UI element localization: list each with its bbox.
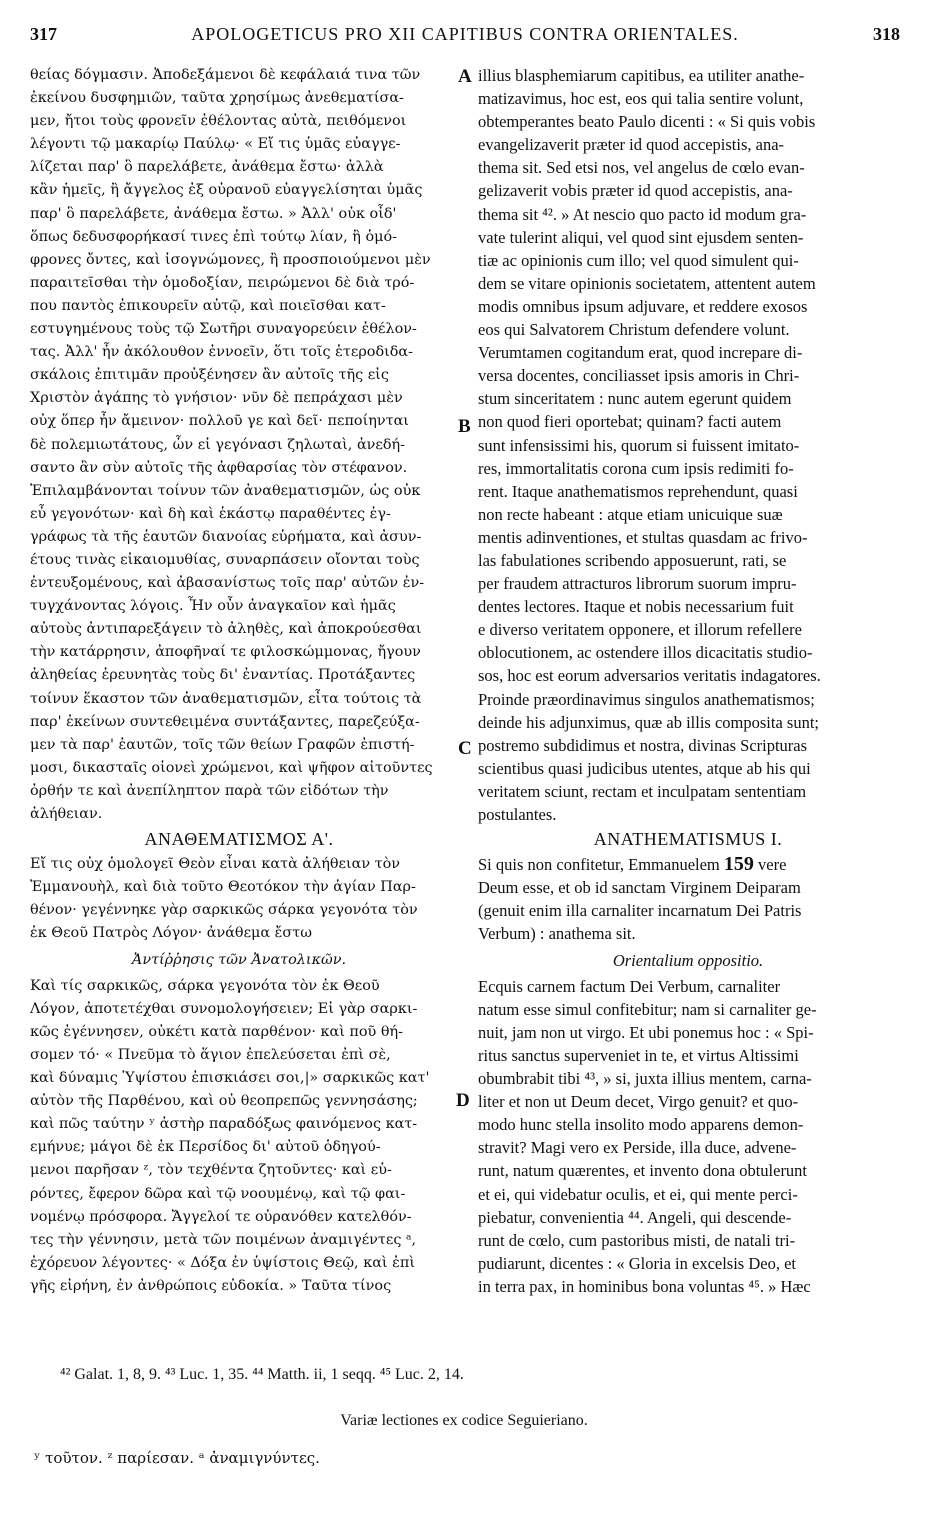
text-line: Καὶ τίς σαρκικῶς, σάρκα γεγονότα τὸν ἐκ Θεοῦ [30,977,380,994]
text-line: Χριστὸν ἀγάπης τὸ γνήσιον· νῦν δὲ πεπράχασι μὲν [30,390,403,407]
text-line: αὐτὸν τῆς Παρθένου, καὶ οὐ θεοπρεπῶς γεννησάσης; [30,1093,418,1110]
text-line: sos, hoc est eorum adversarios veritatis indagatores. [478,666,821,686]
text-line: liter et non ut Deum decet, Virgo genuit? et quo- [478,1092,799,1112]
margin-marker-a: A [458,66,472,87]
text-line: τυγχάνοντας λόγοις. Ἦν οὖν ἀναγκαῖον καὶ ἡμᾶς [30,598,396,615]
latin-intro [478,64,898,826]
text-line: thema sit ⁴². » At nescio quo pacto id modum gra- [478,204,807,224]
text-line: Ἐμμανουὴλ, καὶ διὰ τοῦτο Θεοτόκον τὴν ἁγίαν Παρ- [30,879,416,896]
text-line: illius blasphemiarum capitibus, ea utiliter anathe- [478,66,805,85]
text-line: matizavimus, hoc est, eos qui talia sentire volunt, [478,89,804,109]
text-line: vate tulerint aliqui, vel quod sint ejusdem senten- [478,227,804,247]
text-line: εμήνυε; μάγοι δὲ ἐκ Περσίδος δι' αὐτοῦ ὁδηγού- [30,1139,381,1156]
text-line: Ecquis carnem factum Dei Verbum, carnaliter [478,976,781,996]
text-line: θείας δόγμασιν. Ἀποδεξάμενοι δὲ κεφάλαιά τινα τῶν [30,67,421,83]
text-line: λέγοντι τῷ μακαρίῳ Παύλῳ· « Εἴ τις ὑμᾶς εὐαγγε- [30,136,401,153]
text-line: γῆς εἰρήνη, ἐν ἀνθρώποις εὐδοκία. » Ταῦτα τίνος [30,1277,392,1294]
text-line: postremo subdidimus et nostra, divinas Scripturas [478,735,808,755]
latin-anathematism-line-a: Si quis non confitetur, Emmanuelem [478,855,720,875]
text-line: παραιτεῖσθαι τὴν ὁμοδοξίαν, πειρώμενοι δὲ διὰ τρό- [30,274,415,291]
text-line: κῶς ἐγέννησεν, οὐκέτι κατὰ παρθένον· καὶ ποῦ θή- [30,1023,404,1040]
text-line: μεν τὰ παρ' ἑαυτῶν, τοῖς τῶν θείων Γραφῶν ἐπιστή- [30,736,415,753]
text-line: per fraudem attracturos librorum suorum impru- [478,574,797,594]
running-header [30,24,900,52]
text-line: versa docentes, conciliasset ipsis amoris in Chri- [478,366,800,386]
text-line: ὀρθήν τε καὶ ἀνεπίληπτον παρὰ τῶν εἰδότων τὴν [30,782,389,799]
text-line: ἐχόρευον λέγοντες· « Δόξα ἐν ὑψίστοις Θεῷ, καὶ ἐπὶ [30,1254,415,1271]
latin-column [478,64,898,1298]
text-line: modis omnibus ipsum adjuvare, et reddere exosos [478,296,808,316]
text-line: ἀληθείας ἐρευνητὰς τοὺς δι' ἐναντίας. Προτάξαντες [30,667,416,684]
latin-opposition-heading: Orientalium oppositio. [612,950,764,970]
text-line: evangelizaverit præter id quod accepistis, ana- [478,135,785,155]
text-line: ἀλήθειαν. [30,806,103,822]
text-line: Εἴ τις οὐχ ὁμολογεῖ Θεὸν εἶναι κατὰ ἀλήθειαν τὸν [30,856,401,873]
text-line: καὶ δύναμις Ὑψίστου ἐπισκιάσει σοι,|» σαρκικῶς κατ' [30,1070,430,1087]
text-line: eos qui Salvatorem Christum defendere volunt. [478,320,790,340]
text-line: Λόγον, ἀποτετέχθαι συνομολογήσειεν; Εἰ γὰρ σαρκι- [30,1000,418,1017]
text-line: ἐντευξομένους, καὶ ἀβασανίστως τοῖς παρ' αὐτῶν ἐν- [30,575,425,592]
text-line: natum esse simul confitebitur; nam si carnaliter ge- [478,999,817,1019]
running-title: APOLOGETICUS PRO XII CAPITIBUS CONTRA ORIENTALES. [191,24,739,44]
text-line: e diverso veritatem opponere, et illorum refellere [478,620,802,640]
text-line: Verumtamen cogitandum erat, quod increpare di- [478,343,803,363]
text-line: κἂν ἡμεῖς, ἢ ἄγγελος ἐξ οὐρανοῦ εὐαγγελίσηται ὑμᾶς [30,182,423,199]
greek-anathematism-heading: ΑΝΑΘΕΜΑΤΙΣΜΟΣ Α'. [144,829,334,850]
text-line: καὶ πῶς ταύτην ʸ ἀστὴρ παραδόξως φαινόμενος κατ- [30,1116,418,1133]
text-line: sunt infensissimi his, quorum si fuissent imitato- [478,435,800,455]
column-number: 159 [723,853,754,876]
text-line: τες τὴν γέννησιν, μετὰ τῶν ποιμένων ἀναμιγέντες ᵃ, [30,1231,417,1248]
text-line: τας. Ἀλλ' ἦν ἀκόλουθον ἐννοεῖν, ὅτι τοῖς ἑτεροδιδα- [30,344,413,361]
text-line: las fabulationes scribendo apposuerunt, rati, se [478,550,787,570]
text-line: μενοι παρῆσαν ᶻ, τὸν τεχθέντα ζητοῦντες· καὶ εὑ- [30,1162,392,1179]
text-line: γράφως τὰ τῆς ἑαυτῶν διανοίας εὑρήματα, καὶ ἀσυν- [30,528,422,545]
greek-column [30,64,448,1298]
text-line: εὖ γεγονότων· καὶ δὴ καὶ ἑκάστῳ παραθέντες ἐγ- [30,505,391,522]
text-line: gelizaverit vobis præter id quod accepistis, ana- [478,181,793,201]
text-line: οὐχ ὅπερ ἦν ἄμεινον· πολλοῦ γε καὶ δεῖ· πεποίηνται [30,413,409,430]
text-line: λίζεται παρ' ὃ παρελάβετε, ἀνάθεμα ἔστω· ἀλλὰ [30,159,384,176]
text-line: φρονες ὄντες, καὶ ἰσογνώμονες, ἢ προσποιούμενοι μὲν [30,251,431,268]
text-line: ritus sanctus superveniet in te, et virtus Altissimi [478,1045,799,1065]
page-number-right: 318 [873,24,900,44]
text-line: τοίνυν ἕκαστον τῶν ἀναθεματισμῶν, εἶτα τούτοις τὰ [30,690,422,707]
greek-opposition-heading: Ἀντίῤῥησις τῶν Ἀνατολικῶν. [131,951,347,968]
greek-intro [30,64,448,826]
text-line: Verbum) : anathema sit. [478,924,636,944]
text-line: dem se vitare opinionis societatem, attentent autem [478,273,816,293]
text-line: Deum esse, et ob id sanctam Virginem Deiparam [478,878,801,898]
latin-anathematism-heading: ANATHEMATISMUS I. [593,829,783,850]
text-line: ἐκείνου δυσφημιῶν, ταῦτα χρησίμως ἀνεθεματίσα- [30,90,404,107]
variant-readings: ʸ τοῦτον. ᶻ παρίεσαν. ᵃ ἀναμιγνύντες. [34,1449,320,1467]
text-line: ρόντες, ἔφερον δῶρα καὶ τῷ νοουμένῳ, καὶ τῷ φαι- [30,1185,406,1202]
text-line: rent. Itaque anathematismos reprehendunt, quasi [478,481,798,501]
text-line: thema sit. Sed etsi nos, vel angelus de cœlo evan- [478,158,805,178]
text-line: νομένῳ πρόσφορα. Ἄγγελοί τε οὐρανόθεν κατελθόν- [30,1208,412,1225]
text-line: oblocutionem, ac ostendere illos dicacitatis studio- [478,643,813,663]
text-line: stravit? Magi vero ex Perside, illa duce, advene- [478,1138,797,1158]
text-line: runt de cœlo, cum pastoribus misti, de natali tri- [478,1230,796,1250]
text-line: παρ' ὃ παρελάβετε, ἀνάθεμα ἔστω. » Ἀλλ' οὐκ οἶδ' [30,205,397,222]
greek-opposition-text [30,975,448,1298]
text-line: σαντο ἂν σὺν αὐτοῖς τῆς ἀφθαρσίας τὸν στέφανον. [30,459,408,476]
margin-marker-b: B [458,416,471,437]
latin-opposition-text [478,975,898,1298]
text-line: μεν, ἤτοι τοὺς φρονεῖν ἐθέλοντας αὐτὰ, πειθόμενοι [30,113,407,130]
text-line: stum sinceritatem : nunc autem egerunt quidem [478,389,792,409]
text-line: που παντὸς ἐπικουρεῖν αὐτῷ, καὶ ποιεῖσθαι κατ- [30,297,386,314]
text-line: τὴν κατάρρησιν, ἀποφῆναί τε φιλοσκώμμονας, ἤγουν [30,644,421,661]
text-line: εστυγημένους τοὺς τῷ Σωτῆρι συναγορεύειν ἐθέλον- [30,321,417,338]
margin-marker-c: C [458,738,472,759]
text-line: piebatur, convenientia ⁴⁴. Angeli, qui descende- [478,1207,792,1227]
text-line: έτους τινὰς εἰκαιομυθίας, συναρπάσειν οἴονται τοὺς [30,551,420,568]
text-line: non recte habeant : atque etiam unicuique suæ [478,504,783,524]
text-line: scientibus quasi judicibus utentes, atque ab his qui [478,758,811,778]
text-line: pudiarunt, dicentes : « Gloria in excelsis Deo, et [478,1253,796,1273]
text-line: deinde his adjunximus, quæ ab illis composita sunt; [478,712,819,732]
latin-anathematism-text [478,876,898,945]
text-line: σομεν τό· « Πνεῦμα τὸ ἅγιον ἐπελεύσεται ἐπὶ σὲ, [30,1046,391,1063]
greek-anathematism-text [30,853,448,945]
text-line: αὐτοὺς ἀντιπαρεξάγειν τὸ ἀληθὲς, καὶ ἀποκρούεσθαι [30,621,422,638]
text-line: et ei, qui videbatur oculis, et ei, qui mente perci- [478,1184,798,1204]
variae-lectiones-title: Variæ lectiones ex codice Seguieriano. [340,1412,588,1429]
text-line: (genuit enim illa carnaliter incarnatum Dei Patris [478,901,802,921]
text-line: res, immortalitatis corona cum ipsis redimiti fo- [478,458,794,478]
text-line: Proinde præordinavimus singulos anathematismos; [478,689,815,709]
text-line: runt, natum quærentes, et invento dona obtulerunt [478,1161,808,1181]
text-line: postulantes. [478,805,557,824]
text-line: μοσι, δικασταῖς οἱονεὶ χρώμενοι, καὶ ψῆφον αἰτοῦντες [30,759,433,776]
text-line: δὲ πολεμιωτάτους, ὧν εἰ γεγόνασι ζηλωταὶ, ἀνεδή- [30,436,406,453]
text-line: ἐκ Θεοῦ Πατρὸς Λόγον· ἀνάθεμα ἔστω [30,925,312,942]
page-number-left: 317 [30,24,57,44]
latin-anathematism-first-line [478,853,898,876]
text-line: Ἐπιλαμβάνονται τοίνυν τῶν ἀναθεματισμῶν, ὡς οὐκ [30,482,421,499]
footnotes: ⁴² Galat. 1, 8, 9. ⁴³ Luc. 1, 35. ⁴⁴ Matth. ii, 1 seqq. ⁴⁵ Luc. 2, 14. [60,1366,464,1383]
text-line: veritatem sciunt, rectam et inculpatam sententiam [478,781,807,801]
text-line: mentis adinventiones, et stultas quasdam ac frivo- [478,527,808,547]
text-line: in terra pax, in hominibus bona voluntas ⁴⁵. » Hæc [478,1276,811,1296]
text-line: tiæ ac opinionis cum illo; vel quod simulent qui- [478,250,799,270]
text-line: obumbrabit tibi ⁴³, » si, juxta illius mentem, carna- [478,1069,812,1089]
text-line: θένον· γεγέννηκε γὰρ σαρκικῶς σάρκα γεγονότα τὸν [30,902,418,919]
latin-anathematism-line-b: vere [758,855,787,875]
text-line: non quod fieri oportebat; quinam? facti autem [478,412,782,432]
text-line: dentes lectores. Itaque et nobis necessarium fuit [478,597,794,617]
text-line: σκάλοις ἐπιτιμᾶν προὐξένησεν ἂν αὐτοῖς τῆς εἰς [30,367,389,384]
text-line: modo hunc stella insolito modo apparens demon- [478,1115,804,1135]
text-line: παρ' ἐκείνων συντεθειμένα συντάξαντες, παρεζεύξα- [30,713,420,730]
text-line: obtemperantes beato Paulo dicenti : « Si quis vobis [478,112,816,132]
text-line: ὅπως δεδυσφορήκασί τινες ἐπὶ τούτῳ λίαν, ἢ ὁμό- [30,228,398,245]
text-line: nuit, jam non ut virgo. Et ubi ponemus hoc : « Spi- [478,1022,814,1042]
margin-marker-d: D [456,1090,470,1111]
